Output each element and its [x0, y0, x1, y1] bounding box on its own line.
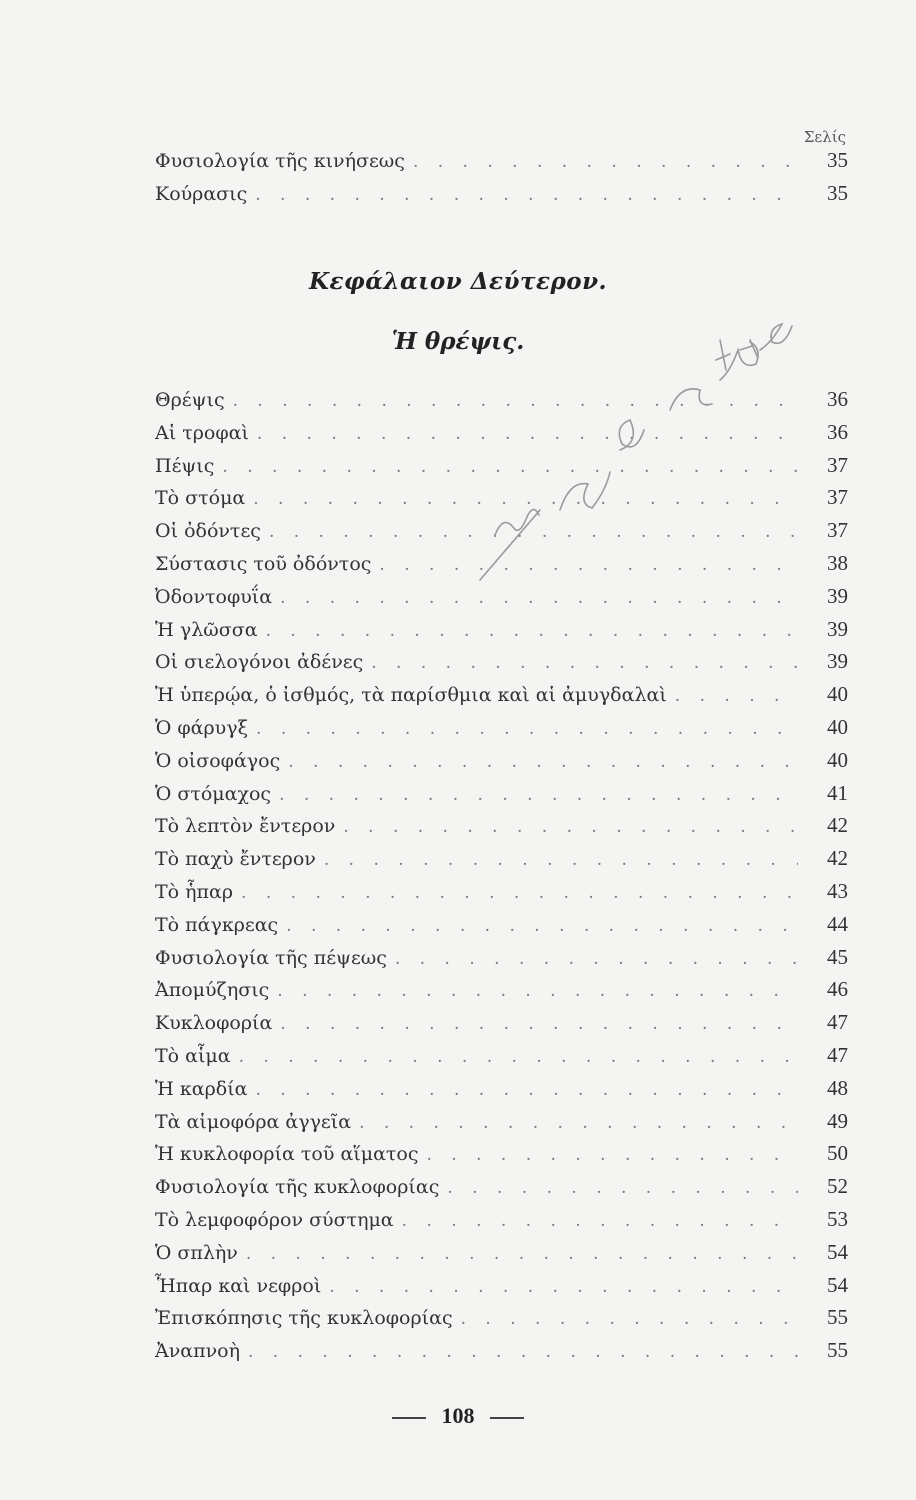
- toc-entry-page: 39: [827, 649, 848, 674]
- toc-entry-page: 44: [827, 911, 848, 936]
- toc-entry: [155, 908, 848, 941]
- page-number: [0, 1403, 916, 1429]
- toc-entry-title: Τὰ αἱμοφόρα ἀγγεῖα: [155, 1106, 359, 1139]
- toc-entry-title: Τὸ πάγκρεας: [155, 909, 286, 942]
- dot-leader: [413, 146, 798, 179]
- toc-entry-title: Σύστασις τοῦ ὀδόντος: [155, 548, 379, 581]
- toc-entry-page: 52: [827, 1174, 848, 1199]
- toc-entry-title: Ἀπομύζησις: [155, 974, 277, 1007]
- dot-leader: [461, 1303, 798, 1336]
- toc-entry-page: 53: [827, 1206, 848, 1231]
- toc-entry-page: 48: [827, 1075, 848, 1100]
- toc-entry-title: Τὸ ἧπαρ: [155, 876, 241, 909]
- toc-entry-page: 38: [827, 550, 848, 575]
- dot-leader: [675, 680, 798, 713]
- toc-entry-page: 47: [827, 1042, 848, 1067]
- toc-entry-page: 40: [827, 682, 848, 707]
- dash-left: [392, 1417, 426, 1419]
- toc-entry-title: Ἡ γλῶσσα: [155, 614, 266, 647]
- chapter-heading: Κεφάλαιον Δεύτερον.: [308, 268, 608, 295]
- toc-entry-title: Ἡ καρδία: [155, 1073, 256, 1106]
- toc-entry-page: 46: [827, 977, 848, 1002]
- toc-entry: [155, 777, 848, 810]
- page-column-header: Σελίς: [803, 128, 846, 146]
- toc-entry: [155, 1170, 848, 1203]
- dot-leader: [239, 1041, 798, 1074]
- dot-leader: [266, 615, 798, 648]
- toc-entry-title: Πέψις: [155, 450, 222, 483]
- toc-entry: [155, 1006, 848, 1039]
- toc-entry-title: Θρέψις: [155, 384, 233, 417]
- toc-entry-page: 49: [827, 1108, 848, 1133]
- toc-entry: [155, 1203, 848, 1236]
- dot-leader: [324, 844, 798, 877]
- dot-leader: [288, 746, 798, 779]
- toc-entry-page: 36: [827, 419, 848, 444]
- toc-entry: [155, 144, 848, 177]
- toc-entry-page: 40: [827, 714, 848, 739]
- toc-entry-title: Ὁ οἰσοφάγος: [155, 745, 288, 778]
- dot-leader: [246, 1238, 798, 1271]
- toc-entry-title: Αἱ τροφαὶ: [155, 417, 257, 450]
- toc-entry-page: 47: [827, 1010, 848, 1035]
- toc-entry: [155, 1137, 848, 1170]
- dot-leader: [343, 811, 798, 844]
- toc-entry-page: 43: [827, 878, 848, 903]
- toc-entry-title: Τὸ αἷμα: [155, 1040, 239, 1073]
- toc-entry-title: Τὸ παχὺ ἔντερον: [155, 843, 324, 876]
- toc-entry: [155, 809, 848, 842]
- toc-entry: [155, 645, 848, 678]
- toc-entry-title: Οἱ ὀδόντες: [155, 515, 269, 548]
- pencil-annotation: [420, 280, 880, 610]
- toc-entry-page: 45: [827, 944, 848, 969]
- toc-entry-page: 37: [827, 452, 848, 477]
- dot-leader: [277, 975, 798, 1008]
- toc-entry-page: 39: [827, 583, 848, 608]
- dot-leader: [256, 1074, 799, 1107]
- toc-entry-page: 54: [827, 1239, 848, 1264]
- toc-entry: [155, 1334, 848, 1367]
- toc-entry: [155, 1105, 848, 1138]
- toc-entry-title: Φυσιολογία τῆς πέψεως: [155, 942, 395, 975]
- toc-entry: [155, 842, 848, 875]
- dot-leader: [255, 179, 798, 212]
- toc-entry-page: 40: [827, 747, 848, 772]
- toc-top-section: [155, 144, 848, 210]
- toc-entry: [155, 1236, 848, 1269]
- toc-entry: [155, 875, 848, 908]
- toc-entry-title: Κούρασις: [155, 178, 255, 211]
- toc-entry-page: 36: [827, 387, 848, 411]
- dot-leader: [447, 1172, 798, 1205]
- dot-leader: [402, 1205, 798, 1238]
- dot-leader: [395, 943, 798, 976]
- toc-entry-page: 42: [827, 813, 848, 838]
- toc-entry-title: Φυσιολογία τῆς κυκλοφορίας: [155, 1171, 447, 1204]
- toc-entry-page: 42: [827, 846, 848, 871]
- dot-leader: [329, 1271, 798, 1304]
- toc-entry: [155, 1072, 848, 1105]
- toc-entry: [155, 1039, 848, 1072]
- dot-leader: [280, 1008, 798, 1041]
- dot-leader: [279, 779, 798, 812]
- toc-entry-title: Ὀδοντοφυΐα: [155, 581, 280, 614]
- toc-entry-title: Ἡ κυκλοφορία τοῦ αἵματος: [155, 1138, 427, 1171]
- toc-entry-title: Ἡ ὑπερῴα, ὁ ἰσθμός, τὰ παρίσθμια καὶ αἱ ἀμυγδαλαὶ: [155, 679, 675, 712]
- toc-entry-page: 35: [827, 181, 848, 205]
- toc-entry-title: Οἱ σιελογόνοι ἀδένες: [155, 646, 371, 679]
- toc-entry-title: Κυκλοφορία: [155, 1007, 280, 1040]
- toc-entry: [155, 1301, 848, 1334]
- toc-entry-page: 54: [827, 1272, 848, 1297]
- dot-leader: [427, 1139, 799, 1172]
- toc-entry-title: Τὸ στόμα: [155, 482, 253, 515]
- toc-entry-title: Ὁ σπλὴν: [155, 1237, 246, 1270]
- toc-entry: [155, 941, 848, 974]
- toc-entry-title: Φυσιολογία τῆς κινήσεως: [155, 145, 413, 178]
- toc-entry-page: 39: [827, 616, 848, 641]
- toc-entry-title: Τὸ λεμφοφόρον σύστημα: [155, 1204, 402, 1237]
- toc-entry-page: 55: [827, 1305, 848, 1330]
- toc-entry: [155, 1269, 848, 1302]
- toc-entry-page: 37: [827, 518, 848, 543]
- toc-entry: [155, 744, 848, 777]
- toc-entry-title: Ἀναπνοὴ: [155, 1335, 248, 1368]
- toc-entry-title: Ἧπαρ καὶ νεφροὶ: [155, 1270, 329, 1303]
- dot-leader: [256, 713, 798, 746]
- toc-entry-page: 37: [827, 485, 848, 510]
- dot-leader: [241, 877, 798, 910]
- chapter-subheading: Ἡ θρέψις.: [391, 328, 525, 355]
- toc-entry: [155, 973, 848, 1006]
- dot-leader: [359, 1107, 798, 1140]
- toc-entry: [155, 613, 848, 646]
- toc-entry: [155, 177, 848, 210]
- toc-entry: [155, 711, 848, 744]
- toc-entry: [155, 678, 848, 711]
- dash-right: [490, 1417, 524, 1419]
- dot-leader: [371, 647, 798, 680]
- toc-entry-page: 35: [827, 148, 848, 172]
- toc-entry-title: Ἐπισκόπησις τῆς κυκλοφορίας: [155, 1302, 461, 1335]
- toc-entry-page: 55: [827, 1338, 848, 1363]
- toc-entry-page: 41: [827, 780, 848, 805]
- page-number-value: 108: [441, 1403, 475, 1428]
- dot-leader: [286, 910, 798, 943]
- toc-entry-title: Τὸ λεπτὸν ἔντερον: [155, 810, 343, 843]
- toc-entry-title: Ὁ φάρυγξ: [155, 712, 256, 745]
- dot-leader: [248, 1336, 798, 1369]
- toc-entry-title: Ὁ στόμαχος: [155, 778, 279, 811]
- toc-entry-page: 50: [827, 1141, 848, 1166]
